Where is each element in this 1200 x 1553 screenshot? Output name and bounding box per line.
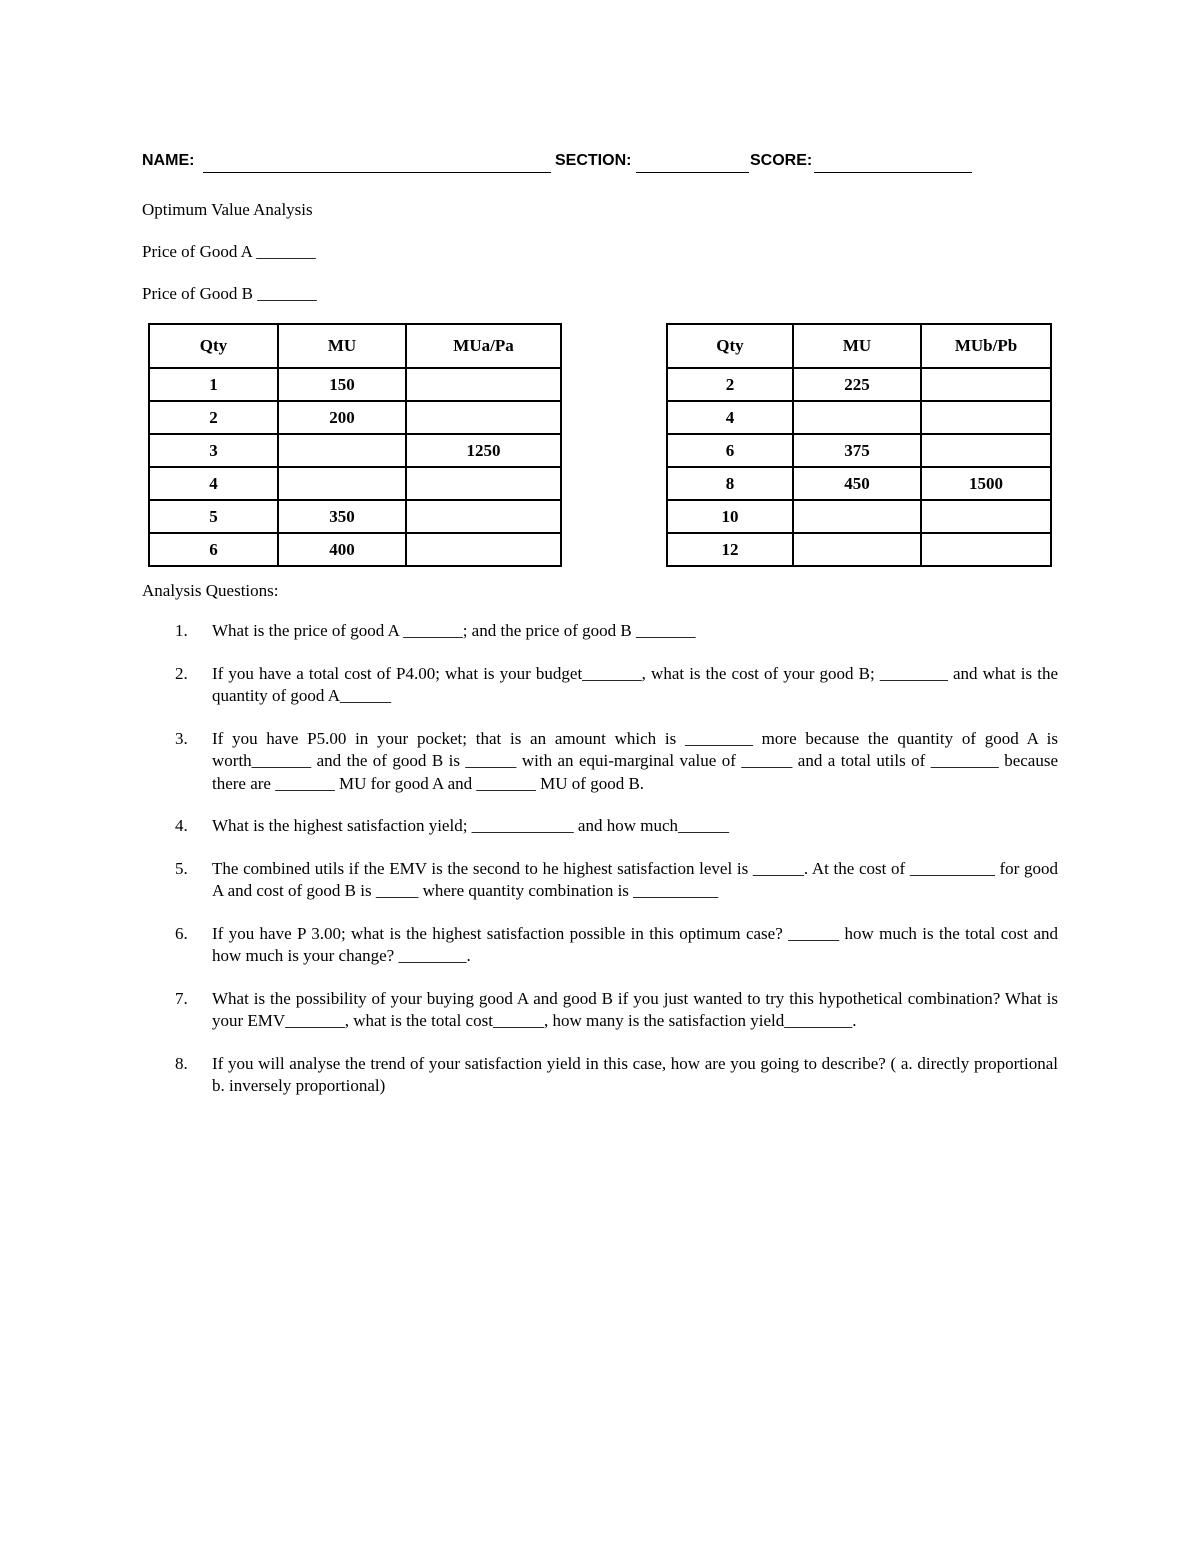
cell-qty: 3: [149, 434, 278, 467]
question-text: The combined utils if the EMV is the second to he highest satisfaction level is ______. At the cost of __________ for good A and cost of good B is _____ where quantity combination is __________: [212, 858, 1058, 900]
question-text: What is the possibility of your buying good A and good B if you just wanted to try this hypothetical combination? What is your EMV_______, what is the total cost______, how many is the satisfaction yield________.: [212, 988, 1058, 1030]
question-item: [142, 923, 1058, 968]
section-field[interactable]: [636, 172, 749, 173]
table-good-a: [148, 323, 562, 567]
table-row: [149, 533, 561, 566]
cell-qty: 1: [149, 368, 278, 401]
header-mu: MU: [793, 324, 921, 368]
cell-mua-pa: [406, 401, 561, 434]
header-mub-pb: MUb/Pb: [921, 324, 1051, 368]
question-text: What is the highest satisfaction yield; ____________ and how much______: [212, 816, 730, 835]
cell-mu: 450: [793, 467, 921, 500]
price-good-b: Price of Good B _______: [142, 284, 317, 303]
question-item: [142, 620, 1058, 643]
question-text: If you have a total cost of P4.00; what is your budget_______, what is the cost of your good B; ________ and what is the quantity of good A______: [212, 663, 1058, 705]
cell-qty: 2: [667, 368, 793, 401]
cell-mu: [793, 533, 921, 566]
question-item: [142, 1053, 1058, 1098]
table-row: [667, 533, 1051, 566]
question-item: [142, 858, 1058, 903]
question-item: [142, 728, 1058, 796]
question-text: What is the price of good A _______; and the price of good B _______: [212, 621, 696, 640]
cell-qty: 5: [149, 500, 278, 533]
question-list: [142, 620, 1058, 1118]
cell-mu: [793, 500, 921, 533]
cell-qty: 6: [667, 434, 793, 467]
question-number: 1.: [175, 621, 188, 640]
table-header-row: [667, 324, 1051, 368]
table-header-row: [149, 324, 561, 368]
cell-qty: 4: [667, 401, 793, 434]
cell-qty: 8: [667, 467, 793, 500]
header-fields: [142, 152, 972, 176]
header-mua-pa: MUa/Pa: [406, 324, 561, 368]
cell-qty: 12: [667, 533, 793, 566]
table-row: [667, 500, 1051, 533]
cell-mu: 350: [278, 500, 406, 533]
question-text: If you have P5.00 in your pocket; that is an amount which is ________ more because the quantity of good A is worth_______ and the of good B is ______ with an equi-marginal value of ______ and a total utils of ________ because there are _______ MU for good A and _______ MU of good B.: [212, 728, 1058, 793]
cell-mub-pb: [921, 368, 1051, 401]
cell-mua-pa: [406, 500, 561, 533]
analysis-questions-label: Analysis Questions:: [142, 581, 279, 600]
cell-qty: 4: [149, 467, 278, 500]
table-row: [667, 368, 1051, 401]
question-number: 2.: [175, 663, 188, 683]
cell-mua-pa: [406, 467, 561, 500]
cell-mua-pa: [406, 533, 561, 566]
cell-mu: 200: [278, 401, 406, 434]
question-number: 3.: [175, 728, 188, 748]
table-row: [149, 401, 561, 434]
table-row: [667, 467, 1051, 500]
cell-mu: 225: [793, 368, 921, 401]
section-label: SECTION:: [555, 152, 632, 169]
cell-mu: 375: [793, 434, 921, 467]
cell-qty: 6: [149, 533, 278, 566]
cell-qty: 2: [149, 401, 278, 434]
header-qty: Qty: [667, 324, 793, 368]
table-row: [149, 500, 561, 533]
question-number: 6.: [175, 923, 188, 943]
question-item: [142, 663, 1058, 708]
cell-mub-pb: [921, 500, 1051, 533]
cell-mub-pb: [921, 434, 1051, 467]
question-item: [142, 988, 1058, 1033]
question-text: If you will analyse the trend of your satisfaction yield in this case, how are you going to describe? ( a. directly proportional b. inversely proportional): [212, 1053, 1058, 1095]
cell-mub-pb: [921, 401, 1051, 434]
table-row: [149, 434, 561, 467]
cell-mua-pa: [406, 368, 561, 401]
cell-mu: [793, 401, 921, 434]
table-row: [149, 467, 561, 500]
score-field[interactable]: [814, 172, 972, 173]
cell-mu: [278, 434, 406, 467]
question-number: 7.: [175, 988, 188, 1008]
question-number: 8.: [175, 1053, 188, 1073]
table-good-b: [666, 323, 1052, 567]
price-good-a: Price of Good A _______: [142, 242, 316, 261]
page-title: Optimum Value Analysis: [142, 200, 313, 219]
table-row: [667, 434, 1051, 467]
cell-mub-pb: 1500: [921, 467, 1051, 500]
cell-mua-pa: 1250: [406, 434, 561, 467]
table-row: [667, 401, 1051, 434]
cell-mu: 150: [278, 368, 406, 401]
header-mu: MU: [278, 324, 406, 368]
name-field[interactable]: [203, 172, 551, 173]
table-row: [149, 368, 561, 401]
cell-qty: 10: [667, 500, 793, 533]
cell-mu: [278, 467, 406, 500]
header-qty: Qty: [149, 324, 278, 368]
question-number: 5.: [175, 858, 188, 878]
question-item: [142, 815, 1058, 838]
name-label: NAME:: [142, 152, 195, 169]
cell-mub-pb: [921, 533, 1051, 566]
question-number: 4.: [175, 816, 188, 835]
question-text: If you have P 3.00; what is the highest satisfaction possible in this optimum case? ______ how much is the total cost and how much is your change? ________.: [212, 923, 1058, 965]
score-label: SCORE:: [750, 152, 813, 169]
cell-mu: 400: [278, 533, 406, 566]
